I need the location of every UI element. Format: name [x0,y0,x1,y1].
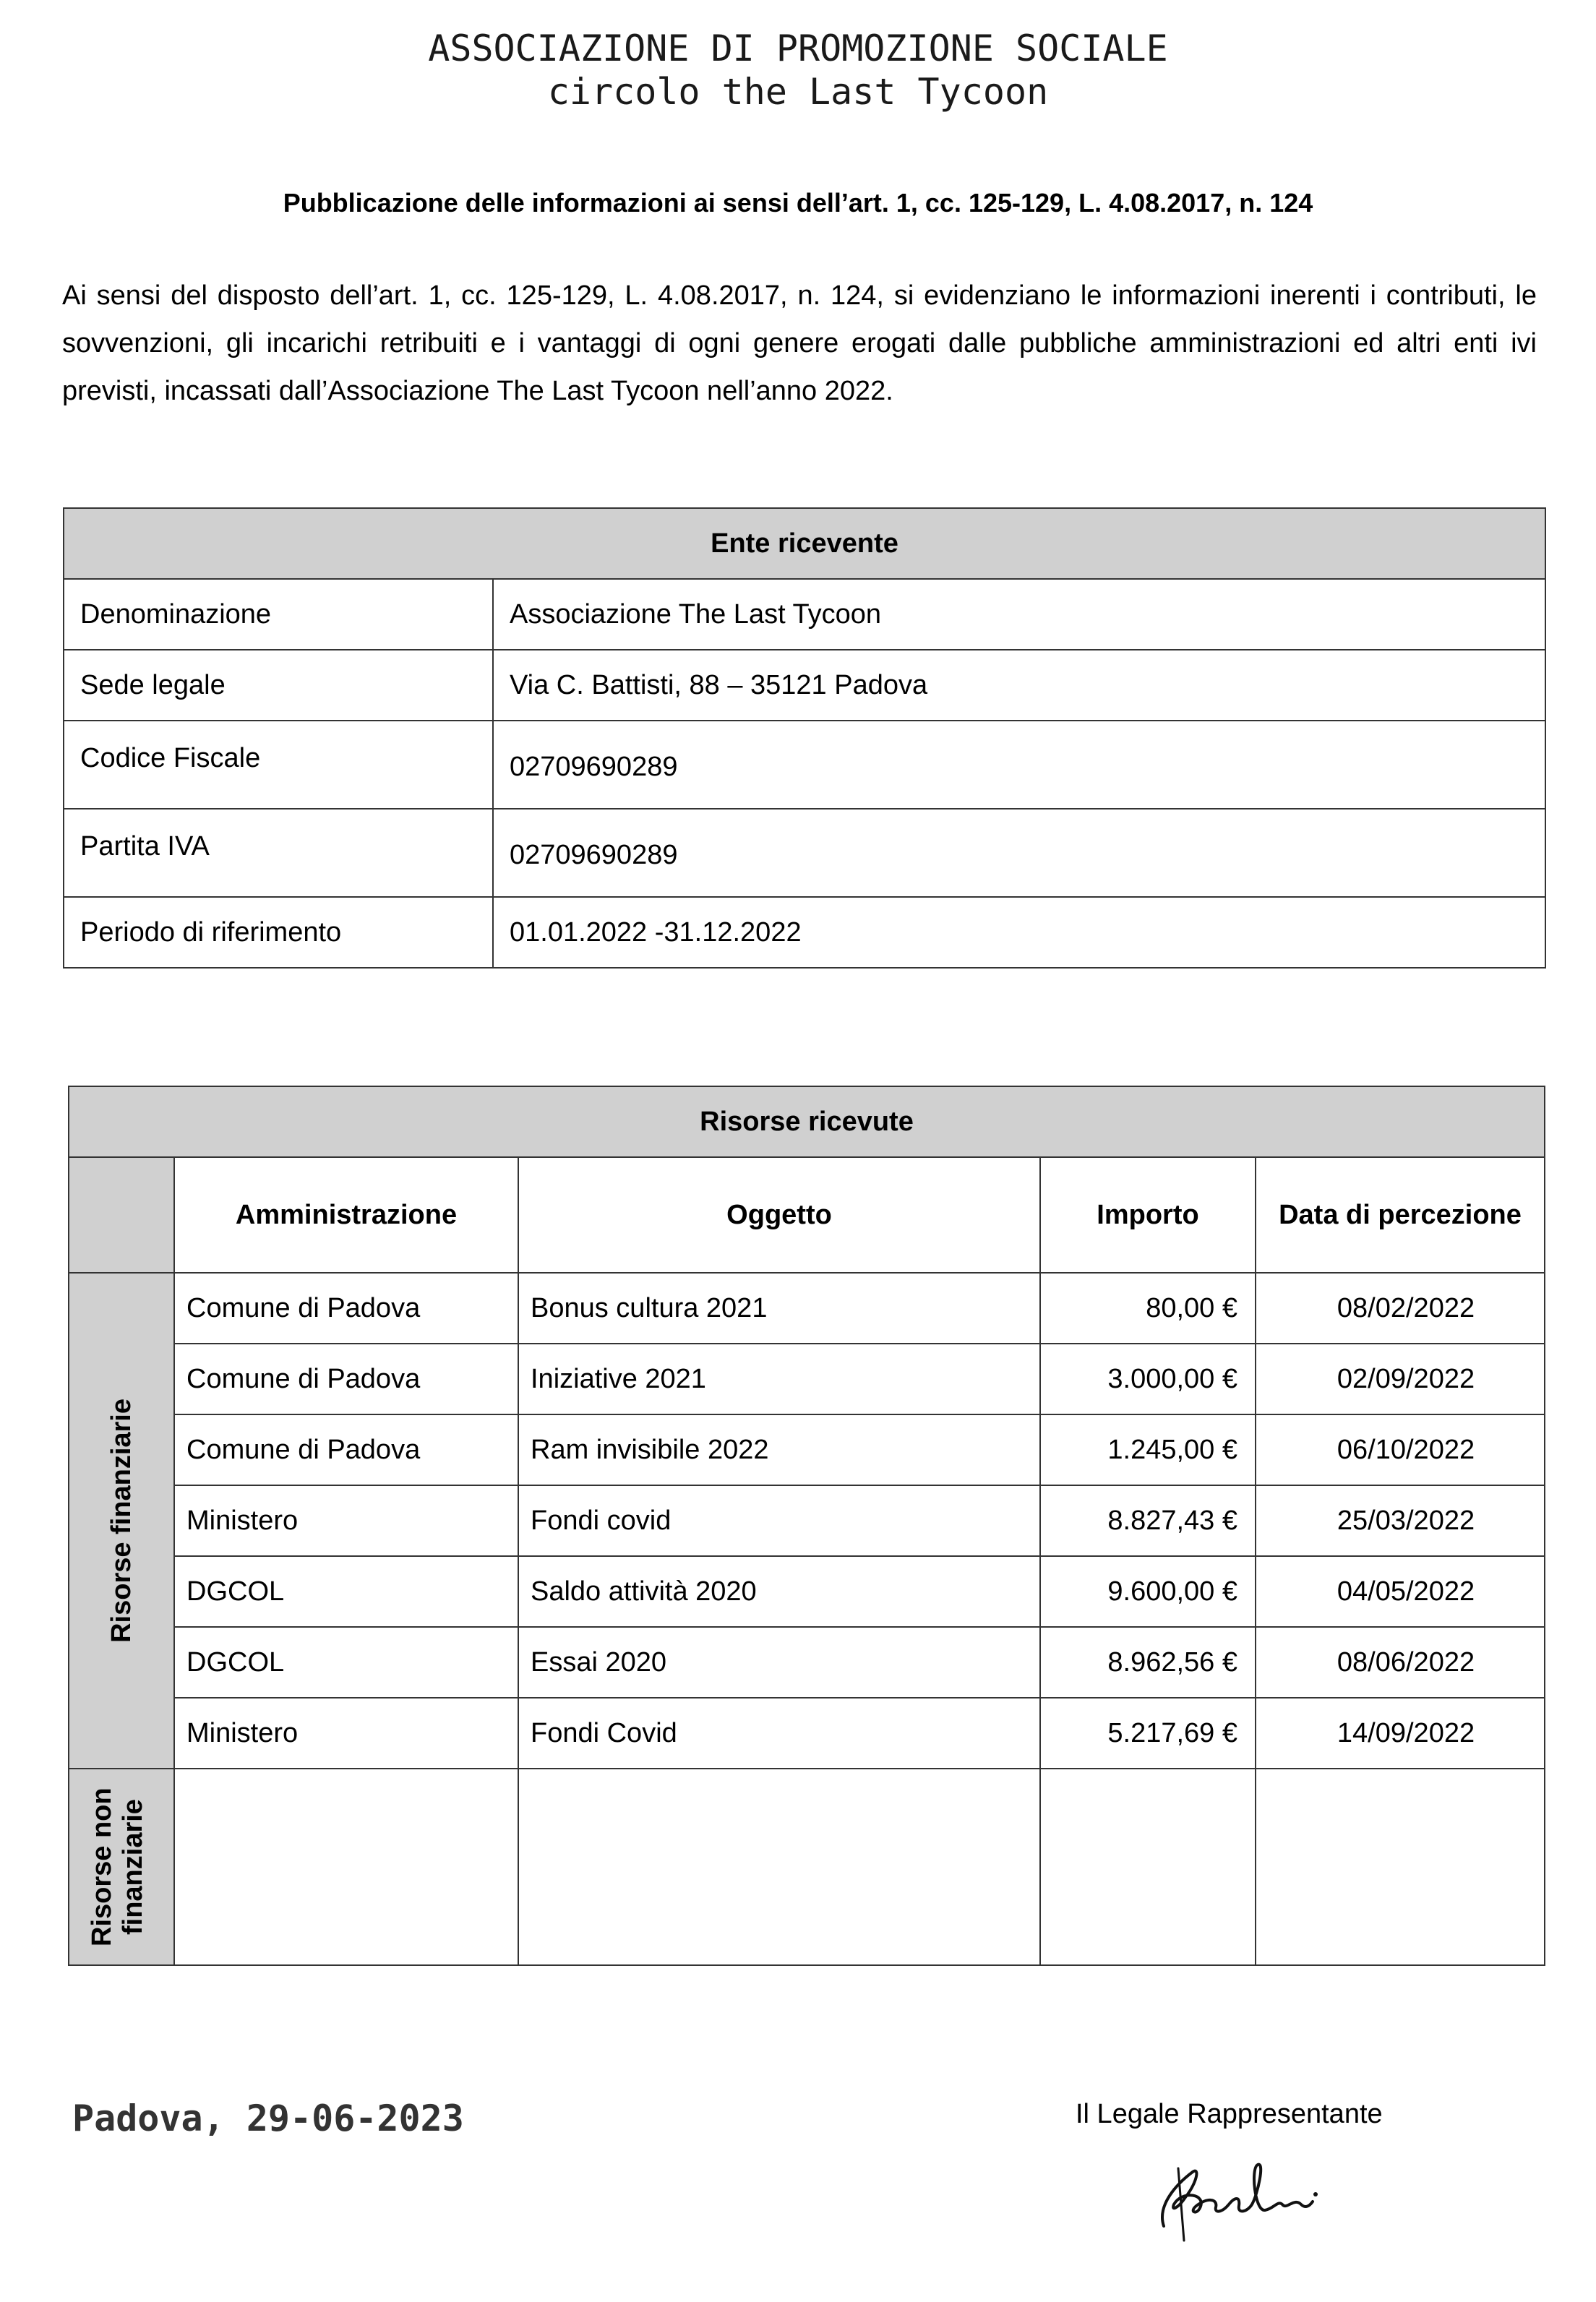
risorse-ricevute-table [68,1086,1545,1966]
cell-data: 25/03/2022 [1256,1485,1545,1556]
ente-label: Codice Fiscale [64,721,493,809]
table-row [69,1698,1545,1769]
corner-cell [69,1157,174,1273]
legal-representative-label: Il Legale Rappresentante [1076,2099,1383,2129]
group-label-finanziarie: Risorse finanziarie [69,1273,174,1769]
table-row [69,1627,1545,1698]
cell-data [1256,1769,1545,1965]
column-header-amministrazione: Amministrazione [174,1157,518,1273]
cell-oggetto: Iniziative 2021 [518,1344,1040,1414]
cell-amministrazione: DGCOL [174,1627,518,1698]
column-header-oggetto: Oggetto [518,1157,1040,1273]
ente-value: Associazione The Last Tycoon [493,579,1545,650]
cell-importo: 5.217,69 € [1040,1698,1256,1769]
cell-amministrazione: Comune di Padova [174,1344,518,1414]
ente-label: Sede legale [64,650,493,721]
cell-amministrazione: DGCOL [174,1556,518,1627]
ente-value: 02709690289 [493,721,1545,809]
cell-oggetto: Fondi Covid [518,1698,1040,1769]
cell-importo: 3.000,00 € [1040,1344,1256,1414]
column-header-importo: Importo [1040,1157,1256,1273]
column-header-data: Data di percezione [1256,1157,1545,1273]
table-row [69,1344,1545,1414]
ente-ricevente-table [63,507,1546,969]
table-row-non-finanziarie [69,1769,1545,1965]
cell-importo: 9.600,00 € [1040,1556,1256,1627]
circle-name: circolo the Last Tycoon [547,71,1049,113]
ente-value: 01.01.2022 -31.12.2022 [493,897,1545,968]
table-row [69,1485,1545,1556]
cell-amministrazione: Comune di Padova [174,1414,518,1485]
intro-paragraph: Ai sensi del disposto dell’art. 1, cc. 125-129, L. 4.08.2017, n. 124, si evidenziano le informazioni inerenti i contributi, le sovvenzioni, gli incarichi retribuiti e i vantaggi di ogni genere erogati dalle pubbliche amministrazioni ed altri enti ivi previsti, incassati dall’Associazione The Last Tycoon nell’anno 2022. [62,280,1537,406]
cell-amministrazione: Ministero [174,1485,518,1556]
ente-value: Via C. Battisti, 88 – 35121 Padova [493,650,1545,721]
cell-data: 08/02/2022 [1256,1273,1545,1344]
place-date: Padova, 29-06-2023 [72,2097,464,2139]
signature-icon [1149,2154,1323,2248]
cell-data: 04/05/2022 [1256,1556,1545,1627]
cell-amministrazione: Ministero [174,1698,518,1769]
cell-amministrazione: Comune di Padova [174,1273,518,1344]
cell-data: 02/09/2022 [1256,1344,1545,1414]
cell-oggetto: Fondi covid [518,1485,1040,1556]
table-row [69,1273,1545,1344]
table-row [69,1556,1545,1627]
cell-oggetto: Saldo attività 2020 [518,1556,1040,1627]
cell-data: 06/10/2022 [1256,1414,1545,1485]
cell-oggetto [518,1769,1040,1965]
ente-label: Partita IVA [64,809,493,897]
cell-data: 08/06/2022 [1256,1627,1545,1698]
cell-importo: 80,00 € [1040,1273,1256,1344]
cell-oggetto: Ram invisibile 2022 [518,1414,1040,1485]
group-label-non-finanziarie: Risorse non finanziarie [69,1769,174,1965]
document-title: Pubblicazione delle informazioni ai sensi dell’art. 1, cc. 125-129, L. 4.08.2017, n. 124 [283,188,1313,218]
cell-data: 14/09/2022 [1256,1698,1545,1769]
association-name: ASSOCIAZIONE DI PROMOZIONE SOCIALE [428,27,1168,69]
ente-heading: Ente ricevente [64,508,1545,579]
cell-oggetto: Bonus cultura 2021 [518,1273,1040,1344]
risorse-heading: Risorse ricevute [69,1086,1545,1157]
cell-amministrazione [174,1769,518,1965]
table-row [69,1414,1545,1485]
cell-oggetto: Essai 2020 [518,1627,1040,1698]
ente-label: Denominazione [64,579,493,650]
cell-importo: 8.962,56 € [1040,1627,1256,1698]
cell-importo: 8.827,43 € [1040,1485,1256,1556]
cell-importo: 1.245,00 € [1040,1414,1256,1485]
ente-label: Periodo di riferimento [64,897,493,968]
ente-value: 02709690289 [493,809,1545,897]
cell-importo [1040,1769,1256,1965]
